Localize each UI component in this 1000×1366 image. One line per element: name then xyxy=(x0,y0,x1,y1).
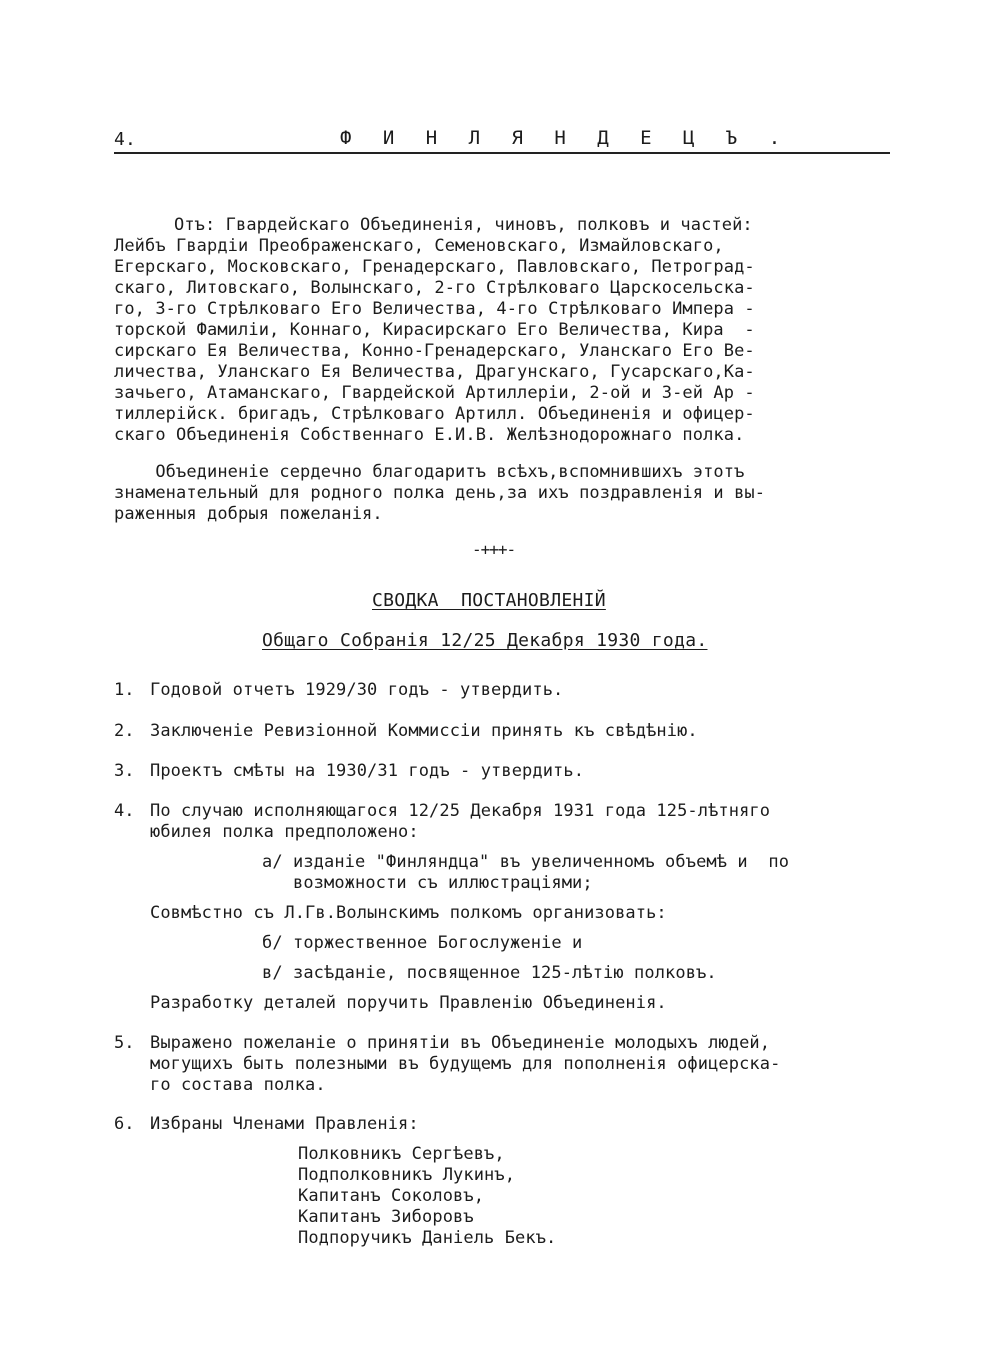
item-text: Избраны Членами Правленія: xyxy=(150,1114,419,1134)
item-text: Проектъ смѣты на 1930/31 годъ - утвердить. xyxy=(150,761,585,781)
board-member: Подпоручикъ Даніель Бекъ. xyxy=(298,1228,557,1248)
greeting-line: сирскаго Ея Величества, Конно-Гренадерскаго, Уланскаго Его Ве- xyxy=(114,341,755,361)
sub-item-a: возможности съ иллюстраціями; xyxy=(262,873,593,893)
summary-subtitle: Общаго Собранія 12/25 Декабря 1930 года. xyxy=(262,630,708,651)
board-member: Полковникъ Сергѣевъ, xyxy=(298,1144,505,1164)
greeting-line: скаго, Литовскаго, Волынскаго, 2-го Стрѣлковаго Царскосельска- xyxy=(114,278,755,298)
board-member: Подполковникъ Лукинъ, xyxy=(298,1165,516,1185)
greeting-line: го, 3-го Стрѣлковаго Его Величества, 4-го Стрѣлковаго Импера - xyxy=(114,299,755,319)
item-text: го состава полка. xyxy=(150,1075,326,1095)
page-number: 4. xyxy=(114,129,137,150)
greeting-line: Лейбъ Гвардіи Преображенскаго, Семеновскаго, Измайловскаго, xyxy=(114,236,724,256)
sub-item-a: а/ изданіе "Финляндца" въ увеличенномъ объемѣ и по xyxy=(262,852,790,872)
thanks-line: знаменательный для родного полка день,за ихъ поздравленія и вы- xyxy=(114,483,766,503)
thanks-line: Объединеніе сердечно благодаритъ всѣхъ,вспомнившихъ этотъ xyxy=(114,462,745,482)
item-text: Заключеніе Ревизіонной Коммиссіи принять къ свѣдѣнію. xyxy=(150,721,698,741)
item-text: По случаю исполняющагося 12/25 Декабря 1931 года 125-лѣтняго xyxy=(150,801,771,821)
item-text: могущихъ быть полезными въ будущемъ для пополненія офицерска- xyxy=(150,1054,781,1074)
greeting-line: зачьего, Атаманскаго, Гвардейской Артиллеріи, 2-ой и 3-ей Ар - xyxy=(114,383,755,403)
item-number: 6. xyxy=(114,1114,135,1134)
summary-title: СВОДКА ПОСТАНОВЛЕНІЙ xyxy=(372,590,606,611)
header-divider xyxy=(114,152,890,154)
greeting-line: тиллерійск. бригадъ, Стрѣлковаго Артилл. Объединенія и офицер- xyxy=(114,404,755,424)
sub-item-c: в/ засѣданіе, посвященное 125-лѣтію полковъ. xyxy=(262,963,717,983)
sub-item-b: б/ торжественное Богослуженіе и xyxy=(262,933,583,953)
item-text: Выражено пожеланіе о принятіи въ Объединеніе молодыхъ людей, xyxy=(150,1033,771,1053)
greeting-line: Егерскаго, Московскаго, Гренадерскаго, Павловскаго, Петроград- xyxy=(114,257,755,277)
item-closing: Разработку деталей поручить Правленію Объединенія. xyxy=(150,993,667,1013)
item-number: 3. xyxy=(114,761,135,781)
item-number: 1. xyxy=(114,680,135,700)
joint-organization: Совмѣстно съ Л.Гв.Волынскимъ полкомъ организовать: xyxy=(150,903,667,923)
greeting-line: торской Фамиліи, Коннаго, Кирасирскаго Его Величества, Кира - xyxy=(114,320,755,340)
item-number: 2. xyxy=(114,721,135,741)
greeting-line: личества, Уланскаго Ея Величества, Драгунскаго, Гусарскаго,Ка- xyxy=(114,362,755,382)
thanks-line: раженныя добрыя пожеланія. xyxy=(114,504,383,524)
board-member: Капитанъ Соколовъ, xyxy=(298,1186,485,1206)
item-text: Годовой отчетъ 1929/30 годъ - утвердить. xyxy=(150,680,564,700)
greeting-line: Отъ: Гвардейскаго Объединенія, чиновъ, полковъ и частей: xyxy=(174,215,753,235)
board-member: Капитанъ Зиборовъ xyxy=(298,1207,474,1227)
section-separator: -+++- xyxy=(472,540,516,559)
item-number: 4. xyxy=(114,801,135,821)
item-number: 5. xyxy=(114,1033,135,1053)
journal-title: Ф И Н Л Я Н Д Е Ц Ъ . xyxy=(340,127,791,149)
greeting-line: скаго Объединенія Собственнаго Е.И.В. Желѣзнодорожнаго полка. xyxy=(114,425,745,445)
item-text: юбилея полка предположено: xyxy=(150,822,419,842)
